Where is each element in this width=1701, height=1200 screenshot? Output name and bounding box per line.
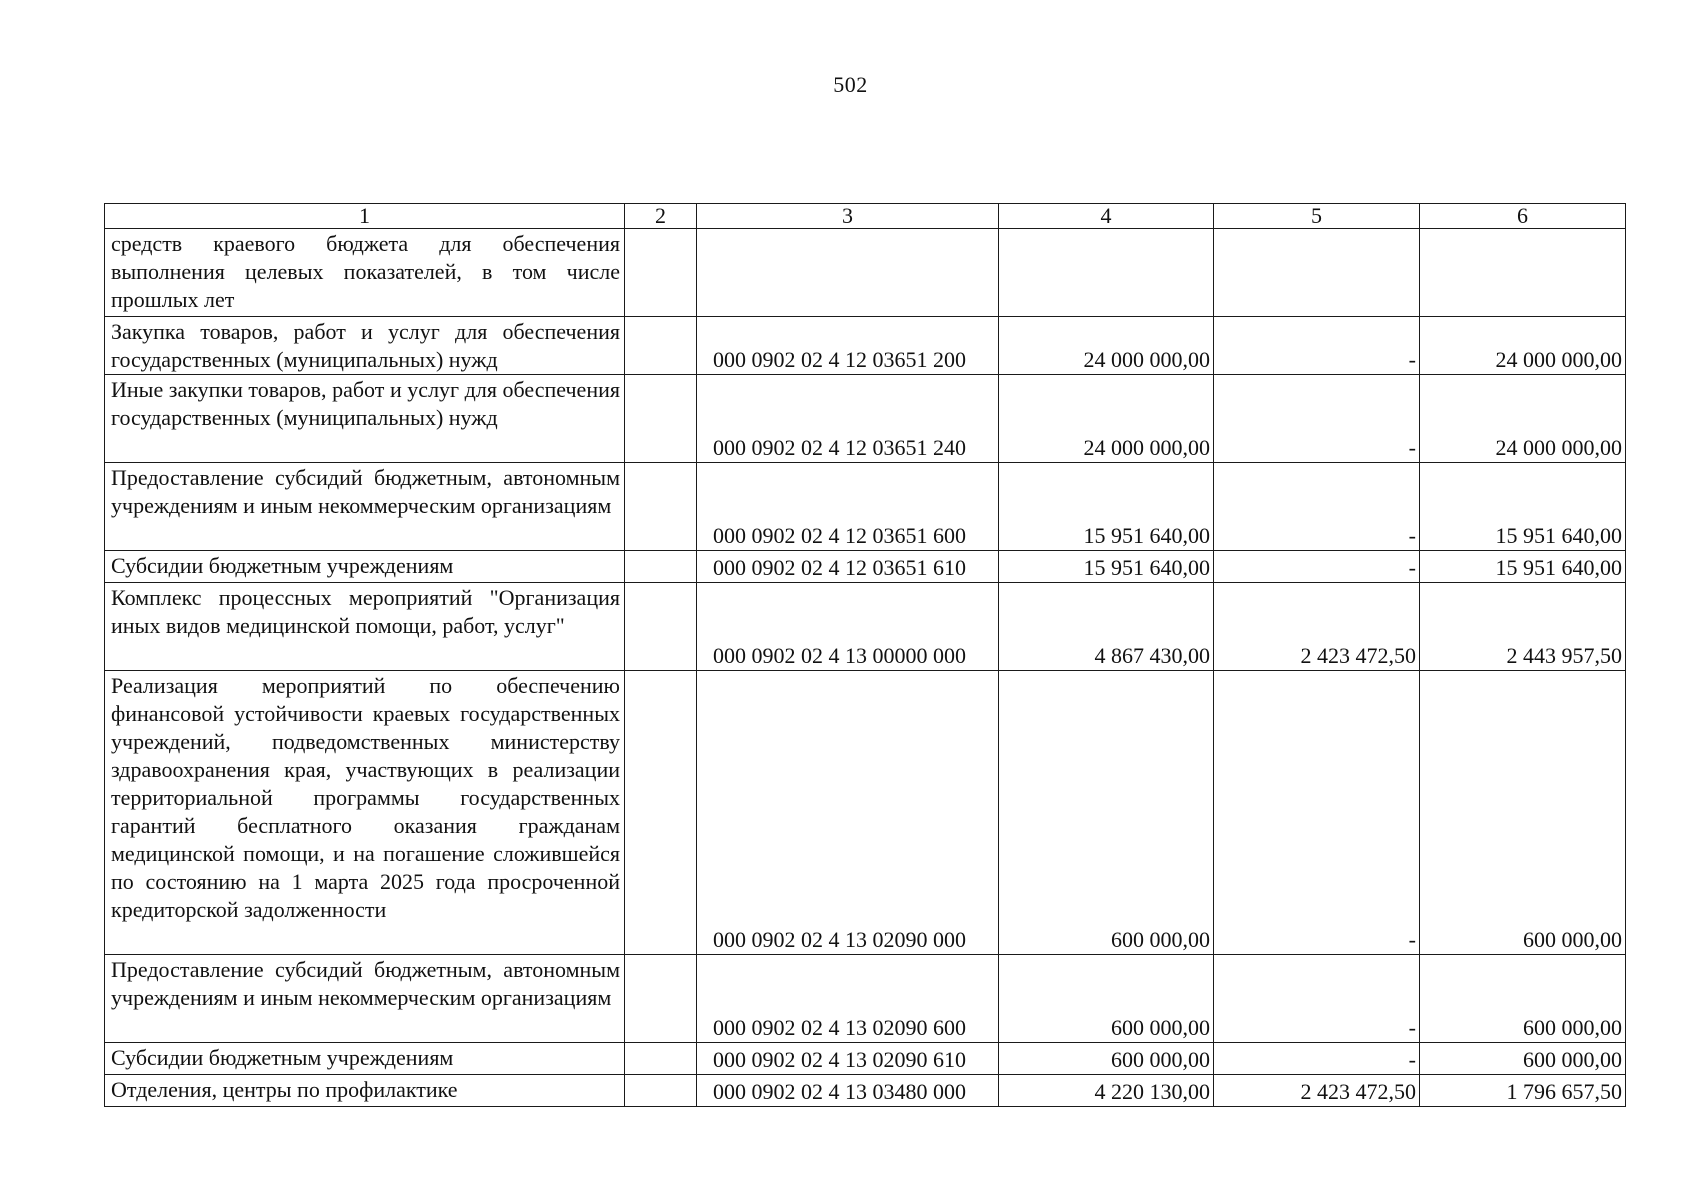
row-col5: - bbox=[1214, 463, 1420, 551]
row-col4: 600 000,00 bbox=[999, 955, 1214, 1043]
table-row bbox=[105, 551, 1626, 583]
row-col2 bbox=[625, 463, 697, 551]
row-col6: 1 796 657,50 bbox=[1420, 1075, 1626, 1107]
row-col4: 15 951 640,00 bbox=[999, 463, 1214, 551]
table-row bbox=[105, 671, 1626, 955]
row-col4: 600 000,00 bbox=[999, 671, 1214, 955]
row-col5: - bbox=[1214, 551, 1420, 583]
row-name: Субсидии бюджетным учреждениям bbox=[105, 551, 625, 583]
row-col6: 600 000,00 bbox=[1420, 671, 1626, 955]
row-col5: - bbox=[1214, 671, 1420, 955]
row-col2 bbox=[625, 1043, 697, 1075]
header-cell-3: 3 bbox=[697, 204, 999, 229]
row-col6: 15 951 640,00 bbox=[1420, 463, 1626, 551]
table-row bbox=[105, 463, 1626, 551]
row-col4: 4 220 130,00 bbox=[999, 1075, 1214, 1107]
row-col4 bbox=[999, 229, 1214, 317]
table-row bbox=[105, 375, 1626, 463]
row-col2 bbox=[625, 955, 697, 1043]
row-code bbox=[697, 229, 999, 317]
row-name: средств краевого бюджета для обеспечения выполнения целевых показателей, в том числе прошлых лет bbox=[105, 229, 625, 317]
row-code: 000 0902 02 4 13 02090 000 bbox=[697, 671, 999, 955]
row-col4: 600 000,00 bbox=[999, 1043, 1214, 1075]
table-row bbox=[105, 229, 1626, 317]
header-cell-1: 1 bbox=[105, 204, 625, 229]
header-cell-5: 5 bbox=[1214, 204, 1420, 229]
row-name: Субсидии бюджетным учреждениям bbox=[105, 1043, 625, 1075]
row-col2 bbox=[625, 317, 697, 375]
row-col5: - bbox=[1214, 955, 1420, 1043]
row-col6 bbox=[1420, 229, 1626, 317]
table-row bbox=[105, 583, 1626, 671]
header-cell-2: 2 bbox=[625, 204, 697, 229]
header-cell-6: 6 bbox=[1420, 204, 1626, 229]
row-name: Закупка товаров, работ и услуг для обеспечения государственных (муниципальных) нужд bbox=[105, 317, 625, 375]
row-col6: 15 951 640,00 bbox=[1420, 551, 1626, 583]
row-code: 000 0902 02 4 12 03651 200 bbox=[697, 317, 999, 375]
row-name: Комплекс процессных мероприятий "Организация иных видов медицинской помощи, работ, услуг" bbox=[105, 583, 625, 671]
row-code: 000 0902 02 4 12 03651 600 bbox=[697, 463, 999, 551]
row-col2 bbox=[625, 375, 697, 463]
row-col2 bbox=[625, 551, 697, 583]
row-name: Иные закупки товаров, работ и услуг для обеспечения государственных (муниципальных) нужд bbox=[105, 375, 625, 463]
row-code: 000 0902 02 4 13 03480 000 bbox=[697, 1075, 999, 1107]
row-col6: 24 000 000,00 bbox=[1420, 375, 1626, 463]
row-name: Отделения, центры по профилактике bbox=[105, 1075, 625, 1107]
row-code: 000 0902 02 4 12 03651 610 bbox=[697, 551, 999, 583]
row-col2 bbox=[625, 671, 697, 955]
row-name: Предоставление субсидий бюджетным, автономным учреждениям и иным некоммерческим организациям bbox=[105, 955, 625, 1043]
row-col6: 600 000,00 bbox=[1420, 955, 1626, 1043]
row-col6: 24 000 000,00 bbox=[1420, 317, 1626, 375]
table-row bbox=[105, 1075, 1626, 1107]
row-col4: 15 951 640,00 bbox=[999, 551, 1214, 583]
row-code: 000 0902 02 4 13 00000 000 bbox=[697, 583, 999, 671]
page-number: 502 bbox=[833, 72, 868, 97]
row-col5: - bbox=[1214, 1043, 1420, 1075]
row-col5: 2 423 472,50 bbox=[1214, 583, 1420, 671]
budget-table bbox=[104, 203, 1626, 1107]
table-row bbox=[105, 1043, 1626, 1075]
row-col2 bbox=[625, 1075, 697, 1107]
row-code: 000 0902 02 4 13 02090 600 bbox=[697, 955, 999, 1043]
row-col6: 2 443 957,50 bbox=[1420, 583, 1626, 671]
row-col5: - bbox=[1214, 375, 1420, 463]
row-col5: - bbox=[1214, 317, 1420, 375]
table-row bbox=[105, 317, 1626, 375]
row-code: 000 0902 02 4 13 02090 610 bbox=[697, 1043, 999, 1075]
row-col4: 4 867 430,00 bbox=[999, 583, 1214, 671]
row-col2 bbox=[625, 583, 697, 671]
row-name: Предоставление субсидий бюджетным, автономным учреждениям и иным некоммерческим организациям bbox=[105, 463, 625, 551]
row-col2 bbox=[625, 229, 697, 317]
table-header-row bbox=[105, 204, 1626, 229]
row-code: 000 0902 02 4 12 03651 240 bbox=[697, 375, 999, 463]
row-col6: 600 000,00 bbox=[1420, 1043, 1626, 1075]
row-col5: 2 423 472,50 bbox=[1214, 1075, 1420, 1107]
row-col5 bbox=[1214, 229, 1420, 317]
row-col4: 24 000 000,00 bbox=[999, 375, 1214, 463]
row-name: Реализация мероприятий по обеспечению финансовой устойчивости краевых государственных учреждений, подведомственных министерству здравоохранения края, участвующих в реализации территориальной программы государственных гарантий бесплатного оказания гражданам медицинской помощи, и на погашение сложившейся по состоянию на 1 марта 2025 года просроченной кредиторской задолженности bbox=[105, 671, 625, 955]
row-col4: 24 000 000,00 bbox=[999, 317, 1214, 375]
table-row bbox=[105, 955, 1626, 1043]
header-cell-4: 4 bbox=[999, 204, 1214, 229]
